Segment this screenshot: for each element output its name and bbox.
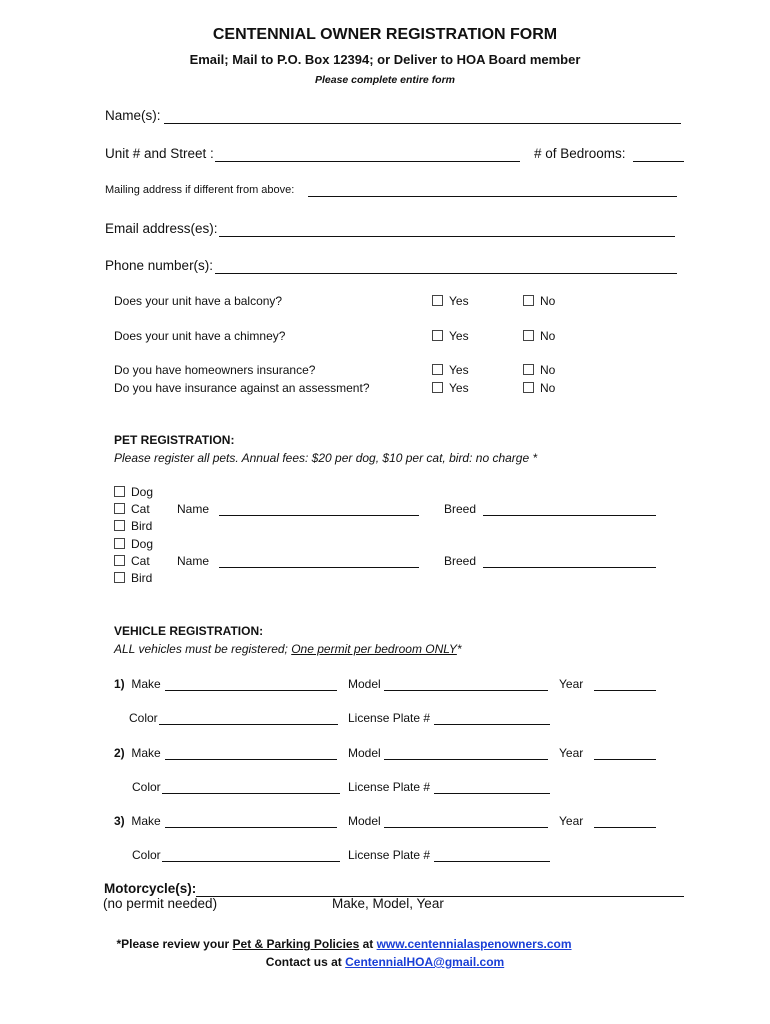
pet1-breed-field[interactable]	[483, 515, 656, 516]
chimney-no-option[interactable]: No	[523, 329, 555, 343]
vehicle3-model-field[interactable]	[384, 827, 548, 828]
pet1-cat-option[interactable]: Cat	[114, 502, 150, 516]
email-label: Email address(es):	[105, 221, 218, 236]
checkbox-icon[interactable]	[523, 382, 534, 393]
pet1-bird-option[interactable]: Bird	[114, 519, 152, 533]
vehicle2-make-field[interactable]	[165, 759, 337, 760]
phone-label: Phone number(s):	[105, 258, 214, 273]
checkbox-icon[interactable]	[523, 364, 534, 375]
vehicle1-color-field[interactable]	[159, 724, 338, 725]
balcony-yes-option[interactable]: Yes	[432, 294, 469, 308]
mailing-field[interactable]	[308, 196, 677, 197]
vehicle2-plate-label: License Plate #	[348, 780, 431, 794]
vehicle3-make-field[interactable]	[165, 827, 337, 828]
vehicle1-color-label: Color	[129, 711, 158, 725]
vehicle2-year-field[interactable]	[594, 759, 656, 760]
vehicle2-year-label: Year	[559, 746, 584, 760]
unit-field[interactable]	[215, 161, 520, 162]
pet1-name-field[interactable]	[219, 515, 419, 516]
vehicle3-color-label: Color	[132, 848, 161, 862]
homeowners-yes-option[interactable]: Yes	[432, 363, 469, 377]
vehicle-heading: VEHICLE REGISTRATION:	[114, 624, 264, 638]
vehicle3-color-field[interactable]	[162, 861, 340, 862]
pet2-name-field[interactable]	[219, 567, 419, 568]
vehicle2-model-field[interactable]	[384, 759, 548, 760]
question-assessment-insurance: Do you have insurance against an assessment?	[114, 381, 370, 395]
assessment-yes-option[interactable]: Yes	[432, 381, 469, 395]
checkbox-icon[interactable]	[114, 486, 125, 497]
chimney-yes-option[interactable]: Yes	[432, 329, 469, 343]
pet2-bird-option[interactable]: Bird	[114, 571, 152, 585]
vehicle1-model-field[interactable]	[384, 690, 548, 691]
bedrooms-label: # of Bedrooms:	[534, 146, 626, 161]
email-field[interactable]	[219, 236, 675, 237]
names-label: Name(s):	[105, 108, 161, 123]
vehicle3-year-field[interactable]	[594, 827, 656, 828]
checkbox-icon[interactable]	[432, 364, 443, 375]
checkbox-icon[interactable]	[432, 382, 443, 393]
vehicle2-make-label: 2) Make	[114, 746, 161, 760]
question-homeowners-insurance: Do you have homeowners insurance?	[114, 363, 316, 377]
vehicle1-make-field[interactable]	[165, 690, 337, 691]
pet1-name-label: Name	[177, 502, 210, 516]
contact-note: Contact us at CentennialHOA@gmail.com	[265, 955, 505, 969]
checkbox-icon[interactable]	[114, 555, 125, 566]
question-balcony: Does your unit have a balcony?	[114, 294, 283, 308]
pet1-dog-option[interactable]: Dog	[114, 485, 153, 499]
checkbox-icon[interactable]	[523, 295, 534, 306]
vehicle3-plate-label: License Plate #	[348, 848, 431, 862]
form-subtitle: Email; Mail to P.O. Box 12394; or Deliver to HOA Board member	[189, 52, 581, 67]
checkbox-icon[interactable]	[114, 538, 125, 549]
form-title: CENTENNIAL OWNER REGISTRATION FORM	[212, 26, 558, 43]
vehicle2-model-label: Model	[348, 746, 381, 760]
checkbox-icon[interactable]	[114, 503, 125, 514]
vehicle2-color-field[interactable]	[162, 793, 340, 794]
website-link[interactable]: www.centennialaspenowners.com	[376, 937, 572, 951]
pet2-breed-field[interactable]	[483, 567, 656, 568]
vehicle2-plate-field[interactable]	[434, 793, 550, 794]
motorcycle-fields-hint: Make, Model, Year	[332, 896, 444, 911]
vehicle-note: ALL vehicles must be registered; One permit per bedroom ONLY*	[114, 642, 462, 656]
vehicle1-year-label: Year	[559, 677, 584, 691]
form-note: Please complete entire form	[314, 74, 456, 86]
vehicle2-color-label: Color	[132, 780, 161, 794]
pet1-breed-label: Breed	[444, 502, 477, 516]
phone-field[interactable]	[215, 273, 677, 274]
motorcycle-note: (no permit needed)	[103, 896, 218, 911]
pet2-breed-label: Breed	[444, 554, 477, 568]
email-link[interactable]: CentennialHOA@gmail.com	[345, 955, 505, 969]
question-chimney: Does your unit have a chimney?	[114, 329, 286, 343]
vehicle1-model-label: Model	[348, 677, 381, 691]
vehicle3-model-label: Model	[348, 814, 381, 828]
mailing-label: Mailing address if different from above:	[105, 184, 295, 196]
checkbox-icon[interactable]	[432, 330, 443, 341]
bedrooms-field[interactable]	[633, 161, 684, 162]
checkbox-icon[interactable]	[114, 572, 125, 583]
pet-note: Please register all pets. Annual fees: $20 per dog, $10 per cat, bird: no charge *	[114, 451, 538, 465]
vehicle1-year-field[interactable]	[594, 690, 656, 691]
vehicle1-plate-label: License Plate #	[348, 711, 431, 725]
names-field[interactable]	[164, 123, 681, 124]
vehicle1-plate-field[interactable]	[434, 724, 550, 725]
pet2-name-label: Name	[177, 554, 210, 568]
checkbox-icon[interactable]	[114, 520, 125, 531]
checkbox-icon[interactable]	[523, 330, 534, 341]
vehicle3-year-label: Year	[559, 814, 584, 828]
review-note: *Please review your Pet & Parking Policies at www.centennialaspenowners.com	[116, 937, 572, 951]
unit-label: Unit # and Street :	[105, 146, 214, 161]
motorcycle-label: Motorcycle(s):	[104, 881, 197, 896]
balcony-no-option[interactable]: No	[523, 294, 555, 308]
pet2-cat-option[interactable]: Cat	[114, 554, 150, 568]
vehicle3-make-label: 3) Make	[114, 814, 161, 828]
homeowners-no-option[interactable]: No	[523, 363, 555, 377]
assessment-no-option[interactable]: No	[523, 381, 555, 395]
checkbox-icon[interactable]	[432, 295, 443, 306]
vehicle3-plate-field[interactable]	[434, 861, 550, 862]
pet-heading: PET REGISTRATION:	[114, 433, 235, 447]
pet2-dog-option[interactable]: Dog	[114, 537, 153, 551]
vehicle1-make-label: 1) Make	[114, 677, 161, 691]
